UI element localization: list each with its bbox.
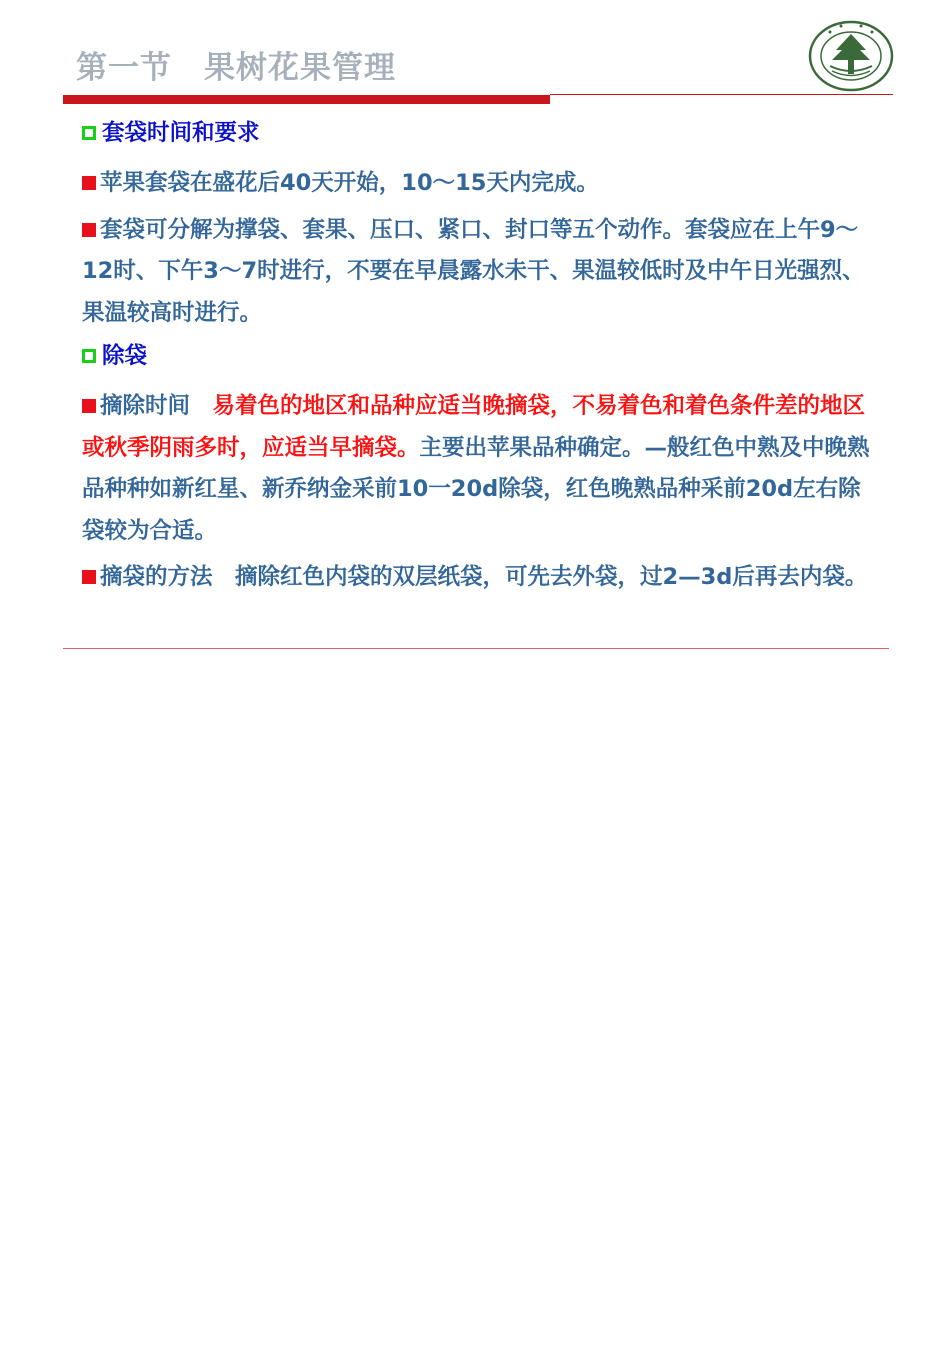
university-seal-logo <box>808 20 894 92</box>
green-square-bullet-icon <box>82 126 96 140</box>
red-square-bullet-icon <box>82 399 96 413</box>
section-heading-bagging: 套袋时间和要求 <box>82 116 882 150</box>
green-square-bullet-icon <box>82 349 96 363</box>
page-title: 第一节 果树花果管理 <box>76 50 396 86</box>
highlighted-text: 易着色的地区和品种应适当晚摘袋，不易着色和着色条件差的地区或秋季阴雨多时，应适当早摘袋。 <box>82 393 866 461</box>
paragraph-removal-time: 摘除时间 易着色的地区和品种应适当晚摘袋，不易着色和着色条件差的地区或秋季阴雨多时，应适当早摘袋。主要出苹果品种确定。—般红色中熟及中晚熟品种种如新红星、新乔纳金采前10一20d除袋，红色晚熟品种采前20d左右除袋较为合适。 <box>82 393 870 544</box>
paragraph-bagging-steps: 套袋可分解为撑袋、套果、压口、紧口、封口等五个动作。套袋应在上午9～12时、下午3～7时进行，不要在早晨露水未干、果温较低时及中午日光强烈、果温较高时进行。 <box>82 216 865 326</box>
red-square-bullet-icon <box>82 176 96 190</box>
header-rule <box>550 94 893 95</box>
header-accent-bar <box>63 95 550 104</box>
section-heading-removal: 除袋 <box>82 339 882 373</box>
red-square-bullet-icon <box>82 223 96 237</box>
slide-content <box>82 116 882 599</box>
paragraph-bagging-timing: 苹果套袋在盛花后40天开始，10～15天内完成。 <box>82 163 882 205</box>
red-square-bullet-icon <box>82 570 96 584</box>
footer-rule <box>63 648 889 649</box>
paragraph-removal-method: 摘袋的方法 摘除红色内袋的双层纸袋，可先去外袋，过2—3d后再去内袋。 <box>82 557 882 599</box>
